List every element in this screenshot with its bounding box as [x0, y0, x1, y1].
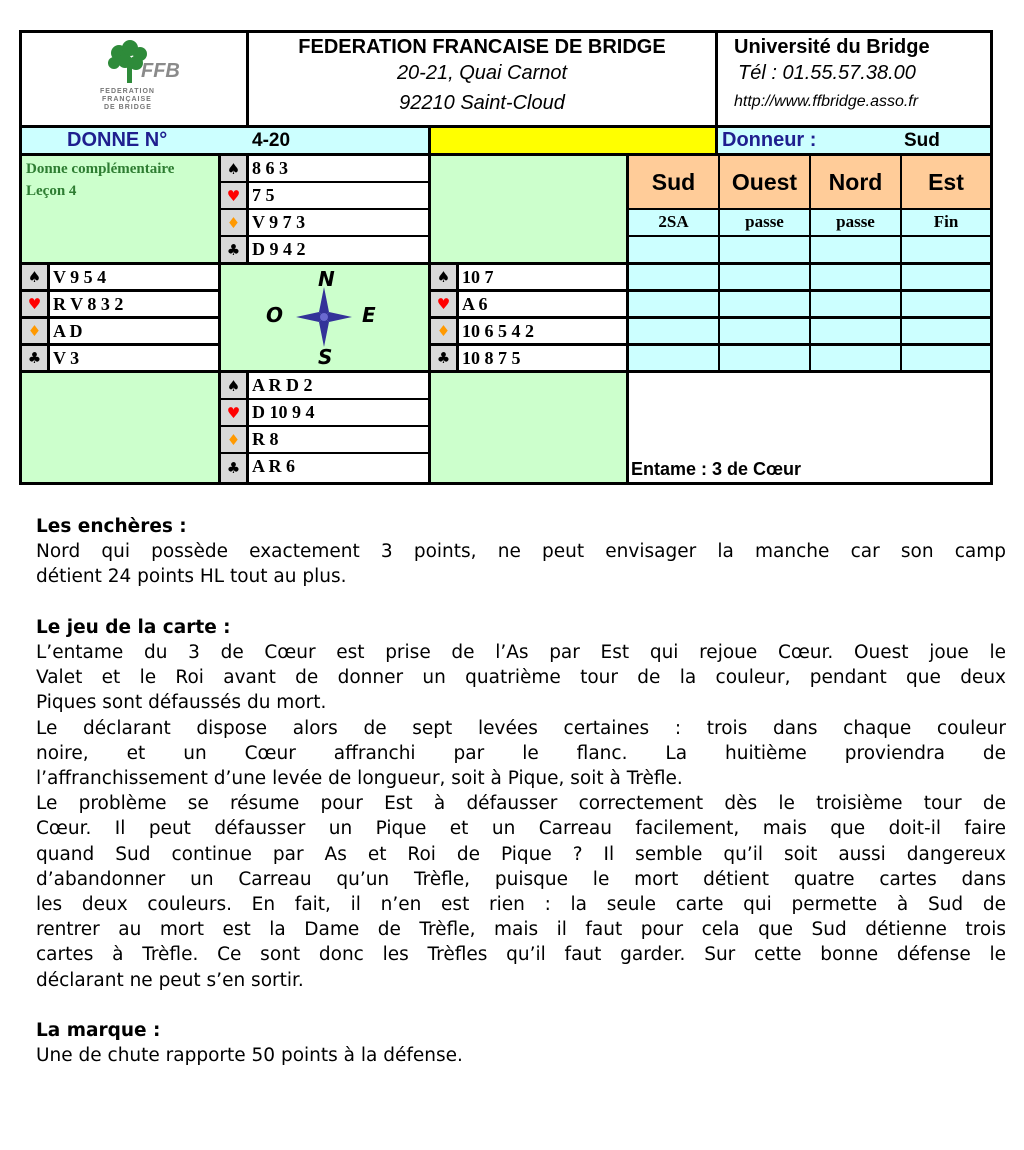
svg-text:FEDERATION: FEDERATION: [100, 88, 155, 95]
federation-cell: [249, 33, 715, 125]
bid-cell-empty: [720, 265, 809, 289]
deal-note-line1: Donne complémentaire: [26, 161, 175, 177]
play-line: cartes à Trèfle. Ce sont donc les Trèfles qu’il faut garder. Sur cette bonne défense le: [36, 944, 1006, 966]
commentary: [36, 514, 1006, 1068]
bidding-title: Les enchères :: [36, 516, 187, 537]
bid-cell-empty: [811, 237, 900, 262]
north-diamonds: V 9 7 3: [249, 210, 428, 235]
phone-number: Tél : 01.55.57.38.00: [738, 62, 916, 84]
svg-text:FFB: FFB: [141, 60, 180, 82]
club-icon: ♣: [221, 237, 246, 262]
university-name: Université du Bridge: [734, 36, 930, 58]
bid-cell-empty: [902, 292, 990, 316]
spade-icon: ♠: [221, 373, 246, 398]
diamond-icon: ♦: [221, 210, 246, 235]
compass-east: E: [362, 303, 376, 327]
bid-header-ouest: Ouest: [720, 156, 809, 208]
play-line: déclarant ne peut s’en sortir.: [36, 969, 304, 991]
north-spades: 8 6 3: [249, 156, 428, 181]
bid-header-est: Est: [902, 156, 990, 208]
deal-note-line2: Leçon 4: [26, 183, 77, 199]
opening-lead: Entame : 3 de Cœur: [631, 459, 802, 479]
bid-cell-empty: [720, 319, 809, 343]
compass-south: S: [318, 345, 333, 369]
west-clubs: V 3: [50, 346, 218, 370]
south-spades: A R D 2: [249, 373, 428, 398]
south-hearts: D 10 9 4: [249, 400, 428, 425]
bid-cell-empty: [720, 292, 809, 316]
bid-est-1: Fin: [902, 210, 990, 235]
dealer-cell: [718, 128, 990, 153]
bidding-line: détient 24 points HL tout au plus.: [36, 566, 347, 588]
play-line: Cœur. Il peut défausser un Pique et un Carreau facilement, mais que doit-il faire: [36, 818, 1006, 840]
svg-text:DE BRIDGE: DE BRIDGE: [104, 104, 152, 111]
address-line2: 92210 Saint-Cloud: [399, 92, 565, 114]
west-hearts: R V 8 3 2: [50, 292, 218, 316]
diamond-icon: ♦: [221, 427, 246, 452]
bid-cell-empty: [629, 265, 718, 289]
west-diamonds: A D: [50, 319, 218, 343]
heart-icon: ♥: [221, 400, 246, 425]
bid-header-nord: Nord: [811, 156, 900, 208]
bid-cell-empty: [902, 265, 990, 289]
svg-text:FRANÇAISE: FRANÇAISE: [102, 96, 152, 103]
north-east-blank: [431, 156, 626, 262]
bid-cell-empty: [811, 346, 900, 370]
bid-cell-empty: [902, 346, 990, 370]
bid-cell-empty: [902, 237, 990, 262]
spade-icon: ♠: [221, 156, 246, 181]
bid-cell-empty: [811, 265, 900, 289]
bid-ouest-1: passe: [720, 210, 809, 235]
bid-cell-empty: [811, 292, 900, 316]
play-line: rentrer au mort est la Dame de Trèfle, mais il faut pour cela que Sud détienne trois: [36, 919, 1006, 941]
bid-cell-empty: [629, 319, 718, 343]
north-clubs: D 9 4 2: [249, 237, 428, 262]
play-line: Le déclarant dispose alors de sept levées certaines : trois dans chaque couleur: [36, 717, 1006, 739]
play-line: Le problème se résume pour Est à défausser correctement dès le troisième tour de: [36, 793, 1006, 815]
east-diamonds: 10 6 5 4 2: [459, 319, 626, 343]
club-icon: ♣: [431, 346, 456, 370]
south-clubs: A R 6: [249, 454, 428, 482]
south-west-blank: [22, 373, 218, 482]
bid-cell-empty: [720, 346, 809, 370]
heart-icon: ♥: [221, 183, 246, 208]
university-cell: [718, 33, 990, 125]
diamond-icon: ♦: [22, 319, 47, 343]
diamond-icon: ♦: [431, 319, 456, 343]
east-hearts: A 6: [459, 292, 626, 316]
play-title: Le jeu de la carte :: [36, 616, 231, 638]
play-line: Valet et le Roi avant de donner un quatrième tour de la couleur, pendant que deux: [36, 667, 1006, 689]
deal-note-cell: [22, 156, 218, 262]
play-line: l’affranchissement d’une levée de longueur, soit à Pique, soit à Trèfle.: [36, 768, 683, 790]
play-line: quand Sud continue par As et Roi de Pique ? Il semble qu’il soit aussi dangereux: [36, 843, 1006, 865]
score-title: La marque :: [36, 1020, 161, 1042]
south-diamonds: R 8: [249, 427, 428, 452]
bid-nord-1: passe: [811, 210, 900, 235]
club-icon: ♣: [22, 346, 47, 370]
spade-icon: ♠: [431, 265, 456, 289]
opening-lead-cell: [629, 373, 990, 482]
west-spades: V 9 5 4: [50, 265, 218, 289]
south-east-blank: [431, 373, 626, 482]
spade-icon: ♠: [22, 265, 47, 289]
deal-diagram: [19, 30, 993, 485]
deal-number: 4-20: [252, 130, 291, 151]
compass-cell: [221, 265, 428, 370]
federation-name: FEDERATION FRANCAISE DE BRIDGE: [298, 36, 666, 58]
bid-cell-empty: [720, 237, 809, 262]
play-line: noire, et un Cœur affranchi par le flanc. La huitième proviendra de: [36, 742, 1006, 764]
yellow-band: [431, 128, 715, 153]
bid-cell-empty: [629, 292, 718, 316]
ffb-logo: [22, 33, 246, 125]
ffb-logo-cell: [22, 33, 246, 125]
play-line: L’entame du 3 de Cœur est prise de l’As par Est qui rejoue Cœur. Ouest joue le: [36, 642, 1006, 663]
play-line: les deux couleurs. En fait, il n’en est rien : la seule carte qui permette à Sud de: [36, 894, 1006, 916]
bid-cell-empty: [629, 237, 718, 262]
deal-label: DONNE N°: [67, 129, 168, 151]
east-spades: 10 7: [459, 265, 626, 289]
bid-cell-empty: [902, 319, 990, 343]
bid-cell-empty: [629, 346, 718, 370]
bid-cell-empty: [811, 319, 900, 343]
heart-icon: ♥: [22, 292, 47, 316]
club-icon: ♣: [221, 454, 246, 482]
dealer-value: Sud: [904, 130, 940, 151]
score-line: Une de chute rapporte 50 points à la défense.: [36, 1045, 463, 1067]
compass-north: N: [318, 267, 335, 291]
bidding-line: Nord qui possède exactement 3 points, ne peut envisager la manche car son camp: [36, 541, 1006, 563]
north-hearts: 7 5: [249, 183, 428, 208]
compass-west: O: [266, 303, 284, 327]
bid-sud-1: 2SA: [629, 210, 718, 235]
play-line: Piques sont défaussés du mort.: [36, 692, 327, 714]
bid-header-sud: Sud: [629, 156, 718, 208]
east-clubs: 10 8 7 5: [459, 346, 626, 370]
heart-icon: ♥: [431, 292, 456, 316]
dealer-label: Donneur :: [722, 129, 817, 151]
website-link[interactable]: http://www.ffbridge.asso.fr: [734, 93, 919, 110]
address-line1: 20-21, Quai Carnot: [396, 62, 568, 84]
deal-number-cell: [22, 128, 428, 153]
play-line: d’abandonner un Carreau qu’un Trèfle, puisque le mort détient quatre cartes dans: [36, 868, 1006, 890]
